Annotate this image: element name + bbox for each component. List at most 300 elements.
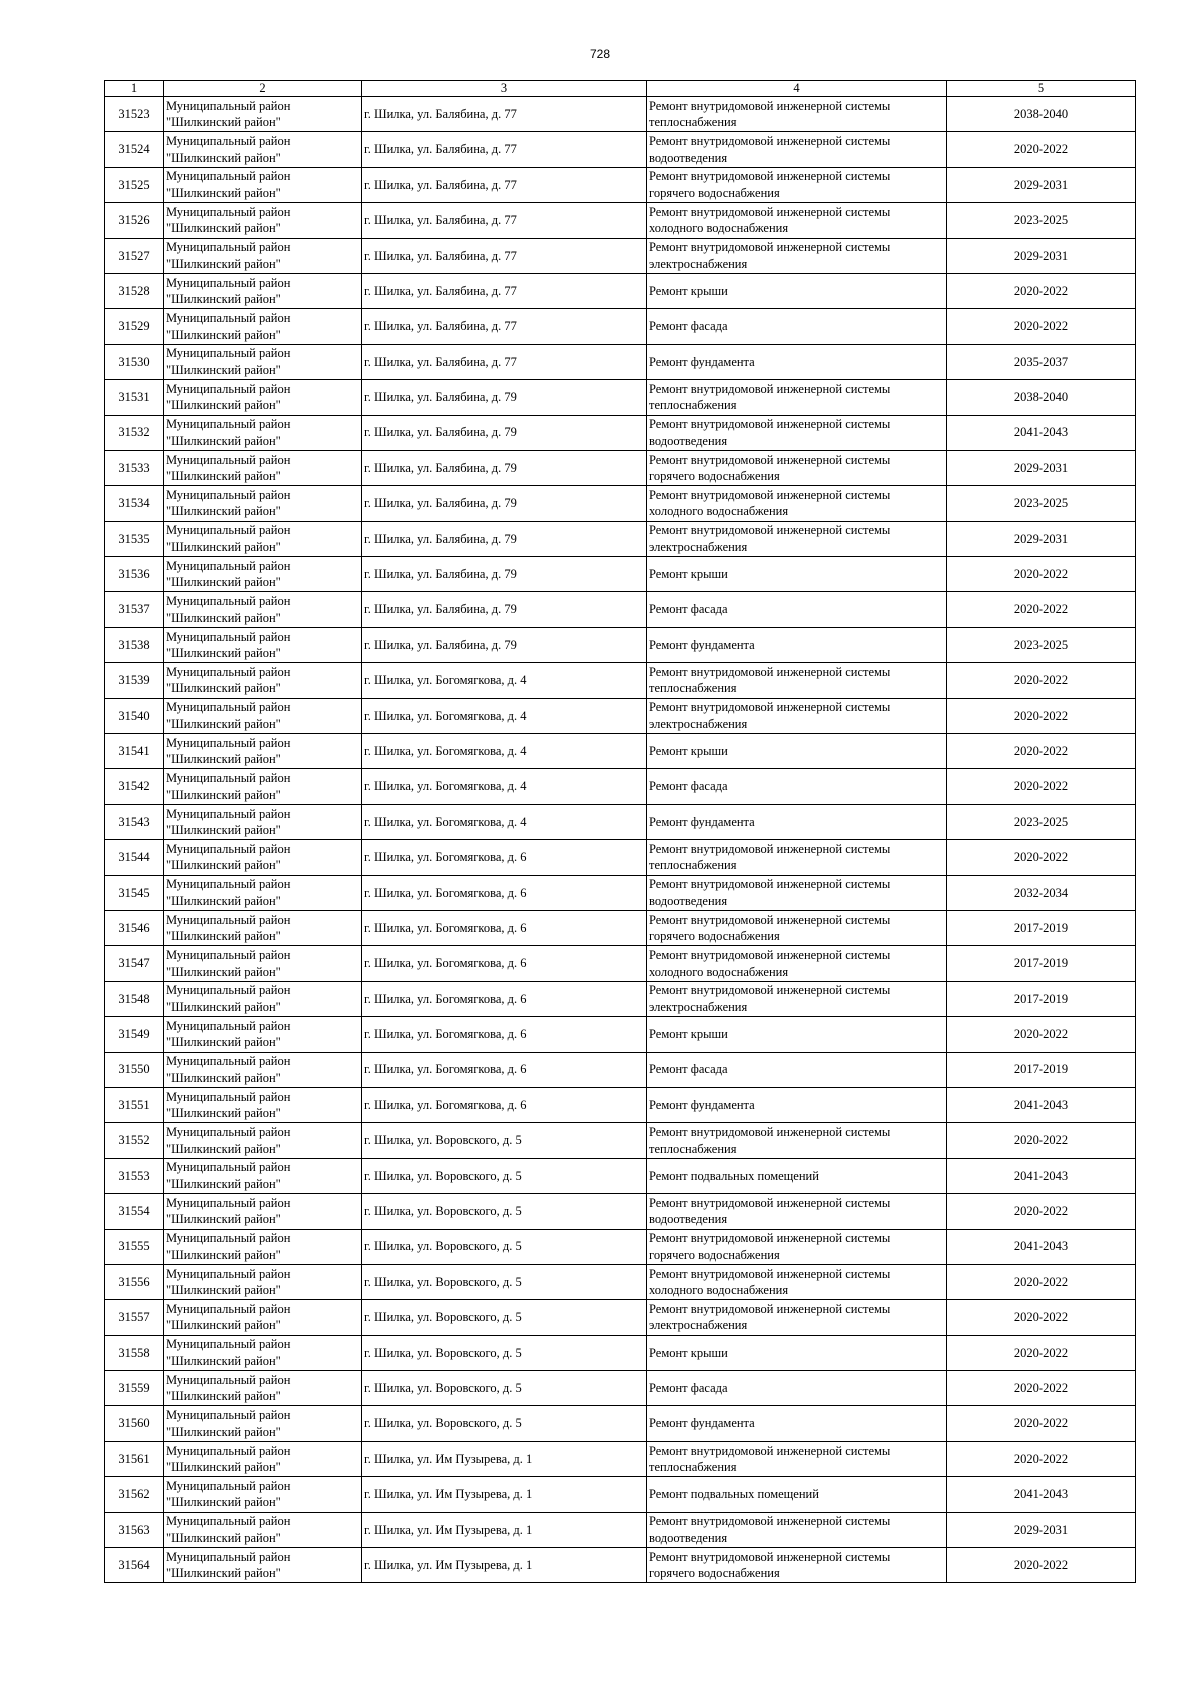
period-cell: 2032-2034 xyxy=(947,875,1136,910)
work-type-cell xyxy=(647,486,947,521)
address-cell: г. Шилка, ул. Богомягкова, д. 6 xyxy=(362,910,647,945)
table-row xyxy=(105,1335,1136,1370)
district-line: "Шилкинский район" xyxy=(166,1212,281,1227)
district-cell xyxy=(164,380,362,415)
district-cell xyxy=(164,946,362,981)
address-cell: г. Шилка, ул. Богомягкова, д. 6 xyxy=(362,981,647,1016)
work-type-cell xyxy=(647,380,947,415)
district-line: "Шилкинский район" xyxy=(166,1106,281,1121)
work-type-cell xyxy=(647,1123,947,1158)
table-row xyxy=(105,344,1136,379)
work-type-line: Ремонт фундамента xyxy=(649,814,755,829)
district-cell xyxy=(164,1158,362,1193)
work-type-line: Ремонт фасада xyxy=(649,319,728,334)
record-number-cell: 31540 xyxy=(105,698,164,733)
address-cell: г. Шилка, ул. Балябина, д. 77 xyxy=(362,167,647,202)
work-type-cell xyxy=(647,981,947,1016)
work-type-cell xyxy=(647,97,947,132)
district-cell xyxy=(164,1087,362,1122)
district-line: "Шилкинский район" xyxy=(166,1353,281,1368)
district-line: "Шилкинский район" xyxy=(166,610,281,625)
address-cell: г. Шилка, ул. Им Пузырева, д. 1 xyxy=(362,1477,647,1512)
district-cell xyxy=(164,840,362,875)
district-line: Муниципальный район xyxy=(166,806,291,821)
work-type-line: Ремонт внутридомовой инженерной системы xyxy=(649,1301,891,1316)
address-cell: г. Шилка, ул. Балябина, д. 79 xyxy=(362,592,647,627)
record-number-cell: 31530 xyxy=(105,344,164,379)
address-cell: г. Шилка, ул. Богомягкова, д. 6 xyxy=(362,840,647,875)
work-type-line: Ремонт крыши xyxy=(649,1345,728,1360)
period-cell: 2020-2022 xyxy=(947,309,1136,344)
work-type-line: холодного водоснабжения xyxy=(649,1283,789,1298)
work-type-line: электроснабжения xyxy=(649,1318,748,1333)
district-line: Муниципальный район xyxy=(166,735,291,750)
district-line: "Шилкинский район" xyxy=(166,115,281,130)
district-cell xyxy=(164,1017,362,1052)
table-row xyxy=(105,1406,1136,1441)
address-cell: г. Шилка, ул. Балябина, д. 77 xyxy=(362,238,647,273)
record-number-cell: 31542 xyxy=(105,769,164,804)
table-row xyxy=(105,1512,1136,1547)
work-type-line: Ремонт внутридомовой инженерной системы xyxy=(649,1514,891,1529)
record-number-cell: 31541 xyxy=(105,734,164,769)
district-line: "Шилкинский район" xyxy=(166,256,281,271)
work-type-line: Ремонт внутридомовой инженерной системы xyxy=(649,487,891,502)
district-line: Муниципальный район xyxy=(166,523,291,538)
work-type-line: электроснабжения xyxy=(649,539,748,554)
district-line: Муниципальный район xyxy=(166,452,291,467)
record-number-cell: 31526 xyxy=(105,203,164,238)
district-line: Муниципальный район xyxy=(166,1266,291,1281)
column-header-2: 2 xyxy=(164,81,362,97)
district-cell xyxy=(164,910,362,945)
period-cell: 2017-2019 xyxy=(947,946,1136,981)
work-type-line: Ремонт внутридомовой инженерной системы xyxy=(649,1443,891,1458)
work-type-cell xyxy=(647,238,947,273)
period-cell: 2029-2031 xyxy=(947,521,1136,556)
period-cell: 2041-2043 xyxy=(947,1229,1136,1264)
work-type-line: электроснабжения xyxy=(649,256,748,271)
district-line: "Шилкинский район" xyxy=(166,1141,281,1156)
work-type-cell xyxy=(647,1441,947,1476)
record-number-cell: 31531 xyxy=(105,380,164,415)
work-type-cell xyxy=(647,592,947,627)
period-cell: 2020-2022 xyxy=(947,1194,1136,1229)
work-type-line: Ремонт внутридомовой инженерной системы xyxy=(649,841,891,856)
table-row xyxy=(105,1229,1136,1264)
district-cell xyxy=(164,1300,362,1335)
district-line: Муниципальный район xyxy=(166,1372,291,1387)
period-cell: 2020-2022 xyxy=(947,1548,1136,1583)
table-row xyxy=(105,415,1136,450)
district-line: Муниципальный район xyxy=(166,204,291,219)
work-type-line: Ремонт подвальных помещений xyxy=(649,1168,819,1183)
record-number-cell: 31559 xyxy=(105,1371,164,1406)
work-type-cell xyxy=(647,1087,947,1122)
work-type-cell xyxy=(647,521,947,556)
period-cell: 2020-2022 xyxy=(947,698,1136,733)
work-type-cell xyxy=(647,1371,947,1406)
district-line: Муниципальный район xyxy=(166,558,291,573)
record-number-cell: 31536 xyxy=(105,557,164,592)
period-cell: 2023-2025 xyxy=(947,627,1136,662)
district-cell xyxy=(164,132,362,167)
address-cell: г. Шилка, ул. Богомягкова, д. 4 xyxy=(362,769,647,804)
work-type-line: Ремонт внутридомовой инженерной системы xyxy=(649,1125,891,1140)
record-number-cell: 31543 xyxy=(105,804,164,839)
record-number-cell: 31563 xyxy=(105,1512,164,1547)
district-line: "Шилкинский район" xyxy=(166,1283,281,1298)
table-row xyxy=(105,663,1136,698)
address-cell: г. Шилка, ул. Балябина, д. 77 xyxy=(362,344,647,379)
address-cell: г. Шилка, ул. Балябина, д. 79 xyxy=(362,486,647,521)
table-row xyxy=(105,1371,1136,1406)
district-cell xyxy=(164,486,362,521)
work-type-line: Ремонт фасада xyxy=(649,602,728,617)
district-line: "Шилкинский район" xyxy=(166,1070,281,1085)
district-cell xyxy=(164,875,362,910)
district-cell xyxy=(164,981,362,1016)
record-number-cell: 31562 xyxy=(105,1477,164,1512)
work-type-cell xyxy=(647,167,947,202)
work-type-line: Ремонт внутридомовой инженерной системы xyxy=(649,452,891,467)
district-line: Муниципальный район xyxy=(166,1160,291,1175)
district-line: "Шилкинский район" xyxy=(166,469,281,484)
column-header-1: 1 xyxy=(105,81,164,97)
work-type-line: Ремонт внутридомовой инженерной системы xyxy=(649,664,891,679)
record-number-cell: 31527 xyxy=(105,238,164,273)
district-cell xyxy=(164,238,362,273)
address-cell: г. Шилка, ул. Балябина, д. 77 xyxy=(362,97,647,132)
work-type-line: Ремонт фундамента xyxy=(649,637,755,652)
work-type-line: теплоснабжения xyxy=(649,858,737,873)
district-line: Муниципальный район xyxy=(166,487,291,502)
address-cell: г. Шилка, ул. Богомягкова, д. 4 xyxy=(362,698,647,733)
address-cell: г. Шилка, ул. Воровского, д. 5 xyxy=(362,1300,647,1335)
record-number-cell: 31544 xyxy=(105,840,164,875)
work-type-line: теплоснабжения xyxy=(649,398,737,413)
work-type-line: Ремонт внутридомовой инженерной системы xyxy=(649,700,891,715)
address-cell: г. Шилка, ул. Балябина, д. 79 xyxy=(362,450,647,485)
table-row xyxy=(105,804,1136,839)
record-number-cell: 31535 xyxy=(105,521,164,556)
column-header-3: 3 xyxy=(362,81,647,97)
district-line: "Шилкинский район" xyxy=(166,362,281,377)
table-row xyxy=(105,1123,1136,1158)
district-cell xyxy=(164,344,362,379)
address-cell: г. Шилка, ул. Воровского, д. 5 xyxy=(362,1371,647,1406)
address-cell: г. Шилка, ул. Балябина, д. 79 xyxy=(362,557,647,592)
district-line: Муниципальный район xyxy=(166,1301,291,1316)
work-type-line: Ремонт внутридомовой инженерной системы xyxy=(649,1549,891,1564)
district-line: Муниципальный район xyxy=(166,912,291,927)
district-cell xyxy=(164,1512,362,1547)
table-row xyxy=(105,910,1136,945)
address-cell: г. Шилка, ул. Воровского, д. 5 xyxy=(362,1229,647,1264)
work-type-line: Ремонт внутридомовой инженерной системы xyxy=(649,523,891,538)
district-line: Муниципальный район xyxy=(166,1125,291,1140)
district-line: "Шилкинский район" xyxy=(166,575,281,590)
period-cell: 2020-2022 xyxy=(947,557,1136,592)
district-line: "Шилкинский район" xyxy=(166,999,281,1014)
address-cell: г. Шилка, ул. Богомягкова, д. 6 xyxy=(362,946,647,981)
address-cell: г. Шилка, ул. Им Пузырева, д. 1 xyxy=(362,1441,647,1476)
district-line: Муниципальный район xyxy=(166,1443,291,1458)
period-cell: 2035-2037 xyxy=(947,344,1136,379)
work-type-line: водоотведения xyxy=(649,893,728,908)
record-number-cell: 31532 xyxy=(105,415,164,450)
work-type-cell xyxy=(647,875,947,910)
district-line: "Шилкинский район" xyxy=(166,1389,281,1404)
table-row xyxy=(105,557,1136,592)
table-row xyxy=(105,1548,1136,1583)
district-cell xyxy=(164,450,362,485)
period-cell: 2020-2022 xyxy=(947,1371,1136,1406)
table-body xyxy=(105,97,1136,1583)
address-cell: г. Шилка, ул. Воровского, д. 5 xyxy=(362,1264,647,1299)
record-number-cell: 31538 xyxy=(105,627,164,662)
district-line: "Шилкинский район" xyxy=(166,1247,281,1262)
period-cell: 2020-2022 xyxy=(947,734,1136,769)
table-row xyxy=(105,97,1136,132)
address-cell: г. Шилка, ул. Богомягкова, д. 6 xyxy=(362,875,647,910)
district-cell xyxy=(164,521,362,556)
work-type-line: Ремонт внутридомовой инженерной системы xyxy=(649,381,891,396)
district-line: Муниципальный район xyxy=(166,1018,291,1033)
work-type-line: Ремонт внутридомовой инженерной системы xyxy=(649,169,891,184)
table-row xyxy=(105,167,1136,202)
address-cell: г. Шилка, ул. Балябина, д. 77 xyxy=(362,203,647,238)
district-line: "Шилкинский район" xyxy=(166,893,281,908)
table-row xyxy=(105,592,1136,627)
record-number-cell: 31546 xyxy=(105,910,164,945)
record-number-cell: 31553 xyxy=(105,1158,164,1193)
work-type-cell xyxy=(647,627,947,662)
district-line: "Шилкинский район" xyxy=(166,150,281,165)
district-line: Муниципальный район xyxy=(166,700,291,715)
district-cell xyxy=(164,203,362,238)
work-type-line: теплоснабжения xyxy=(649,1141,737,1156)
district-line: Муниципальный район xyxy=(166,1337,291,1352)
work-type-line: Ремонт фундамента xyxy=(649,1416,755,1431)
record-number-cell: 31557 xyxy=(105,1300,164,1335)
district-line: "Шилкинский район" xyxy=(166,1035,281,1050)
table-row xyxy=(105,1264,1136,1299)
record-number-cell: 31564 xyxy=(105,1548,164,1583)
table-row xyxy=(105,1158,1136,1193)
period-cell: 2020-2022 xyxy=(947,132,1136,167)
district-cell xyxy=(164,804,362,839)
work-type-line: Ремонт фундамента xyxy=(649,1097,755,1112)
period-cell: 2020-2022 xyxy=(947,1017,1136,1052)
table-row xyxy=(105,1194,1136,1229)
record-number-cell: 31525 xyxy=(105,167,164,202)
district-line: Муниципальный район xyxy=(166,381,291,396)
district-cell xyxy=(164,1194,362,1229)
work-type-line: теплоснабжения xyxy=(649,681,737,696)
page-number: 728 xyxy=(589,47,611,61)
record-number-cell: 31547 xyxy=(105,946,164,981)
work-type-cell xyxy=(647,1335,947,1370)
period-cell: 2029-2031 xyxy=(947,1512,1136,1547)
work-type-line: Ремонт крыши xyxy=(649,743,728,758)
work-type-line: Ремонт внутридомовой инженерной системы xyxy=(649,877,891,892)
district-line: "Шилкинский район" xyxy=(166,1566,281,1581)
record-number-cell: 31545 xyxy=(105,875,164,910)
work-type-line: горячего водоснабжения xyxy=(649,185,780,200)
work-type-cell xyxy=(647,946,947,981)
district-line: "Шилкинский район" xyxy=(166,646,281,661)
work-type-line: Ремонт внутридомовой инженерной системы xyxy=(649,204,891,219)
address-cell: г. Шилка, ул. Богомягкова, д. 4 xyxy=(362,663,647,698)
district-cell xyxy=(164,1477,362,1512)
period-cell: 2029-2031 xyxy=(947,167,1136,202)
district-cell xyxy=(164,309,362,344)
work-type-line: холодного водоснабжения xyxy=(649,504,789,519)
address-cell: г. Шилка, ул. Им Пузырева, д. 1 xyxy=(362,1548,647,1583)
district-line: "Шилкинский район" xyxy=(166,185,281,200)
district-line: "Шилкинский район" xyxy=(166,964,281,979)
column-header-5: 5 xyxy=(947,81,1136,97)
address-cell: г. Шилка, ул. Балябина, д. 79 xyxy=(362,521,647,556)
district-line: Муниципальный район xyxy=(166,275,291,290)
address-cell: г. Шилка, ул. Воровского, д. 5 xyxy=(362,1335,647,1370)
period-cell: 2020-2022 xyxy=(947,1264,1136,1299)
district-line: Муниципальный район xyxy=(166,346,291,361)
table-row xyxy=(105,840,1136,875)
district-line: "Шилкинский район" xyxy=(166,858,281,873)
work-type-cell xyxy=(647,1194,947,1229)
district-line: Муниципальный район xyxy=(166,311,291,326)
address-cell: г. Шилка, ул. Воровского, д. 5 xyxy=(362,1158,647,1193)
work-type-line: Ремонт фасада xyxy=(649,1381,728,1395)
district-line: Муниципальный район xyxy=(166,1089,291,1104)
record-number-cell: 31537 xyxy=(105,592,164,627)
work-type-line: Ремонт внутридомовой инженерной системы xyxy=(649,1231,891,1246)
work-type-cell xyxy=(647,1017,947,1052)
table-row xyxy=(105,875,1136,910)
district-cell xyxy=(164,97,362,132)
work-type-line: горячего водоснабжения xyxy=(649,1247,780,1262)
table-row xyxy=(105,946,1136,981)
period-cell: 2029-2031 xyxy=(947,450,1136,485)
table-row xyxy=(105,238,1136,273)
table-row xyxy=(105,1300,1136,1335)
work-type-line: холодного водоснабжения xyxy=(649,221,789,236)
district-line: Муниципальный район xyxy=(166,771,291,786)
work-type-cell xyxy=(647,910,947,945)
district-line: Муниципальный район xyxy=(166,1514,291,1529)
record-number-cell: 31533 xyxy=(105,450,164,485)
address-cell: г. Шилка, ул. Балябина, д. 77 xyxy=(362,132,647,167)
period-cell: 2023-2025 xyxy=(947,804,1136,839)
record-number-cell: 31561 xyxy=(105,1441,164,1476)
district-cell xyxy=(164,415,362,450)
address-cell: г. Шилка, ул. Балябина, д. 79 xyxy=(362,380,647,415)
work-type-cell xyxy=(647,450,947,485)
period-cell: 2020-2022 xyxy=(947,1441,1136,1476)
work-type-line: водоотведения xyxy=(649,150,728,165)
record-number-cell: 31552 xyxy=(105,1123,164,1158)
work-type-line: Ремонт крыши xyxy=(649,1027,728,1042)
period-cell: 2017-2019 xyxy=(947,981,1136,1016)
district-line: Муниципальный район xyxy=(166,664,291,679)
work-type-line: горячего водоснабжения xyxy=(649,469,780,484)
work-type-line: Ремонт внутридомовой инженерной системы xyxy=(649,98,891,113)
work-type-line: Ремонт внутридомовой инженерной системы xyxy=(649,983,891,998)
table-row xyxy=(105,1087,1136,1122)
work-type-line: электроснабжения xyxy=(649,716,748,731)
record-number-cell: 31555 xyxy=(105,1229,164,1264)
record-number-cell: 31558 xyxy=(105,1335,164,1370)
table-row xyxy=(105,698,1136,733)
district-line: "Шилкинский район" xyxy=(166,787,281,802)
district-line: Муниципальный район xyxy=(166,98,291,113)
district-line: Муниципальный район xyxy=(166,240,291,255)
district-line: Муниципальный район xyxy=(166,877,291,892)
table-row xyxy=(105,1477,1136,1512)
district-line: "Шилкинский район" xyxy=(166,1424,281,1439)
work-type-cell xyxy=(647,840,947,875)
district-line: Муниципальный район xyxy=(166,629,291,644)
district-line: Муниципальный район xyxy=(166,1549,291,1564)
work-type-line: Ремонт подвальных помещений xyxy=(649,1487,819,1502)
district-line: Муниципальный район xyxy=(166,1054,291,1069)
address-cell: г. Шилка, ул. Балябина, д. 77 xyxy=(362,309,647,344)
work-type-cell xyxy=(647,1477,947,1512)
record-number-cell: 31529 xyxy=(105,309,164,344)
work-type-line: теплоснабжения xyxy=(649,1460,737,1475)
period-cell: 2041-2043 xyxy=(947,415,1136,450)
address-cell: г. Шилка, ул. Балябина, д. 79 xyxy=(362,627,647,662)
record-number-cell: 31560 xyxy=(105,1406,164,1441)
period-cell: 2038-2040 xyxy=(947,97,1136,132)
district-cell xyxy=(164,769,362,804)
district-line: "Шилкинский район" xyxy=(166,1460,281,1475)
district-line: "Шилкинский район" xyxy=(166,681,281,696)
district-line: Муниципальный район xyxy=(166,1408,291,1423)
district-line: Муниципальный район xyxy=(166,948,291,963)
district-line: Муниципальный район xyxy=(166,1478,291,1493)
district-line: "Шилкинский район" xyxy=(166,1530,281,1545)
district-line: Муниципальный район xyxy=(166,841,291,856)
work-type-line: Ремонт внутридомовой инженерной системы xyxy=(649,1266,891,1281)
district-line: "Шилкинский район" xyxy=(166,1318,281,1333)
table-row xyxy=(105,521,1136,556)
record-number-cell: 31551 xyxy=(105,1087,164,1122)
district-cell xyxy=(164,663,362,698)
work-type-cell xyxy=(647,734,947,769)
work-type-line: Ремонт фундамента xyxy=(649,354,755,369)
record-number-cell: 31523 xyxy=(105,97,164,132)
district-cell xyxy=(164,1123,362,1158)
column-number-row xyxy=(105,81,1136,97)
record-number-cell: 31534 xyxy=(105,486,164,521)
address-cell: г. Шилка, ул. Богомягкова, д. 6 xyxy=(362,1017,647,1052)
work-type-cell xyxy=(647,344,947,379)
district-line: "Шилкинский район" xyxy=(166,716,281,731)
period-cell: 2020-2022 xyxy=(947,1335,1136,1370)
table-row xyxy=(105,1441,1136,1476)
period-cell: 2029-2031 xyxy=(947,238,1136,273)
column-header-4: 4 xyxy=(647,81,947,97)
work-type-cell xyxy=(647,1406,947,1441)
work-type-cell xyxy=(647,203,947,238)
district-line: "Шилкинский район" xyxy=(166,1176,281,1191)
district-cell xyxy=(164,1406,362,1441)
district-cell xyxy=(164,1371,362,1406)
table-row xyxy=(105,203,1136,238)
